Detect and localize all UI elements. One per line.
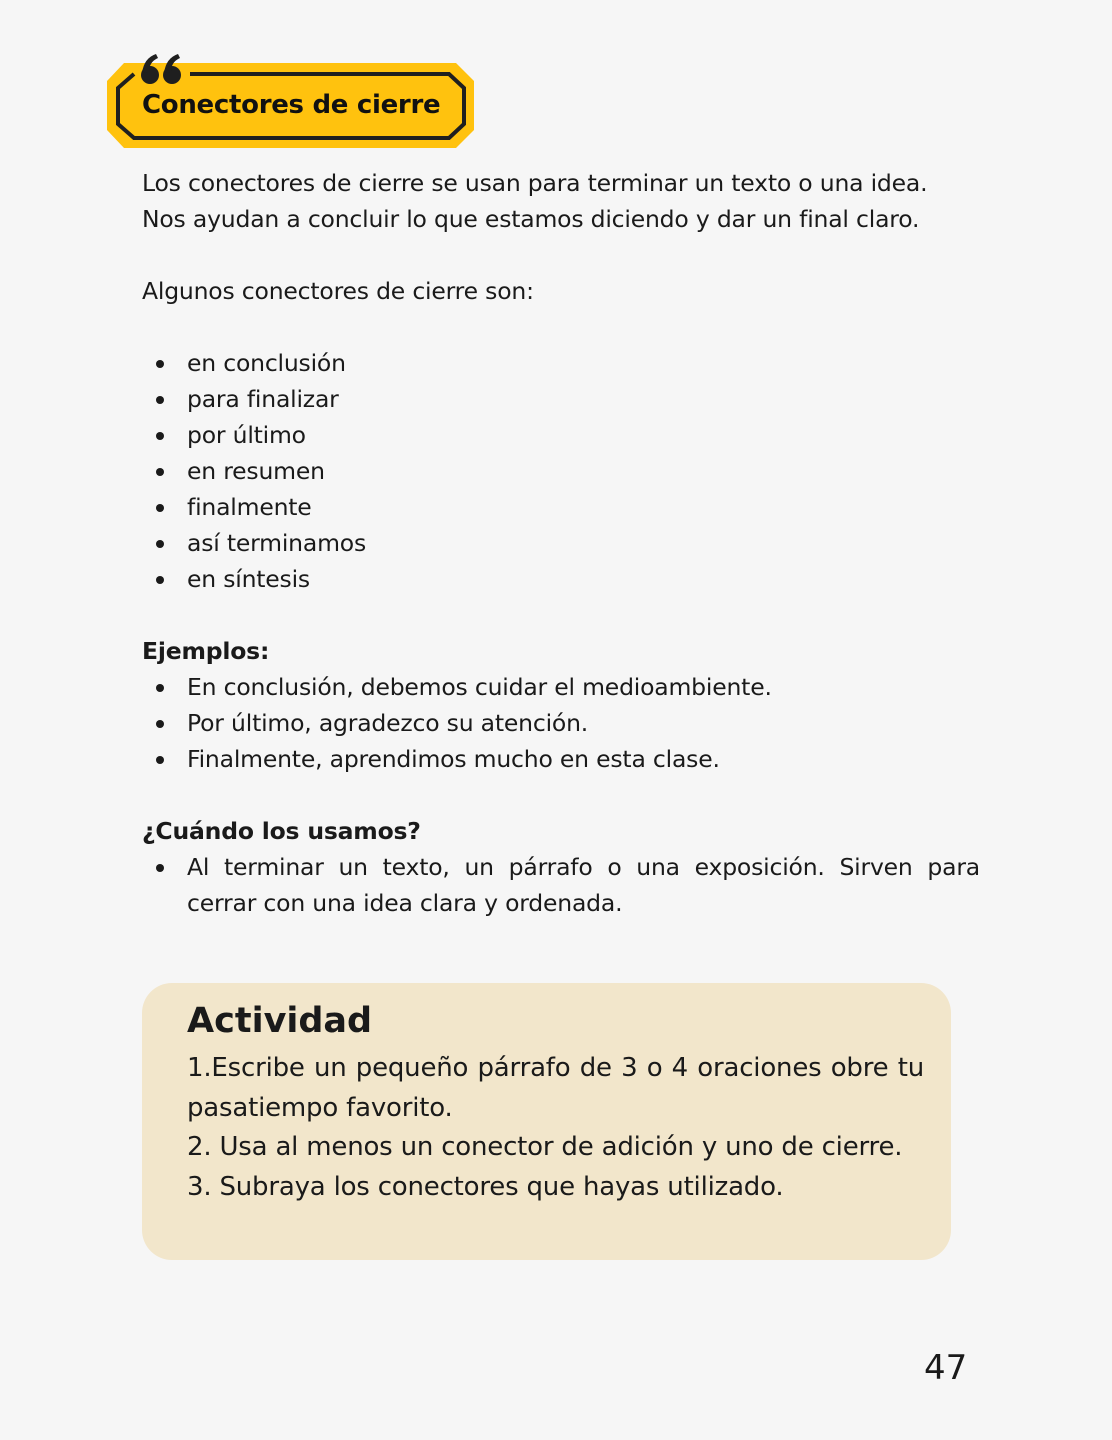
usage-section	[142, 813, 980, 921]
list-intro: Algunos conectores de cierre son:	[142, 277, 534, 305]
list-item: en conclusión	[142, 345, 366, 381]
intro-line: Nos ayudan a concluir lo que estamos diciendo y dar un final claro.	[142, 205, 920, 233]
list-item: por último	[142, 417, 366, 453]
list-item: finalmente	[142, 489, 366, 525]
section-title: Conectores de cierre	[142, 90, 441, 120]
page-number: 47	[924, 1348, 968, 1388]
list-item: para finalizar	[142, 381, 366, 417]
examples-section	[142, 633, 772, 777]
activity-box	[142, 983, 951, 1260]
activity-item: 2. Usa al menos un conector de adición y uno de cierre.	[187, 1132, 903, 1162]
intro-line: Los conectores de cierre se usan para terminar un texto o una idea.	[142, 169, 928, 197]
section-header-badge	[106, 52, 476, 150]
activity-item: 3. Subraya los conectores que hayas utilizado.	[187, 1171, 784, 1202]
intro-paragraph	[142, 165, 927, 237]
list-item: Finalmente, aprendimos mucho en esta clase.	[142, 741, 772, 777]
list-item: Por último, agradezco su atención.	[142, 705, 772, 741]
list-item: así terminamos	[142, 525, 366, 561]
list-item: En conclusión, debemos cuidar el medioambiente.	[142, 669, 772, 705]
list-item: Al terminar un texto, un párrafo o una exposición. Sirven para cerrar con una idea clara y ordenada.	[142, 849, 980, 921]
activity-instructions	[187, 1049, 924, 1207]
activity-item: 1.Escribe un pequeño párrafo de 3 o 4 oraciones obre tu pasatiempo favorito.	[187, 1053, 924, 1123]
connectors-list	[142, 345, 366, 597]
usage-heading: ¿Cuándo los usamos?	[142, 817, 421, 845]
list-item: en resumen	[142, 453, 366, 489]
list-item: en síntesis	[142, 561, 366, 597]
examples-heading: Ejemplos:	[142, 637, 270, 665]
activity-title: Actividad	[187, 1001, 373, 1041]
